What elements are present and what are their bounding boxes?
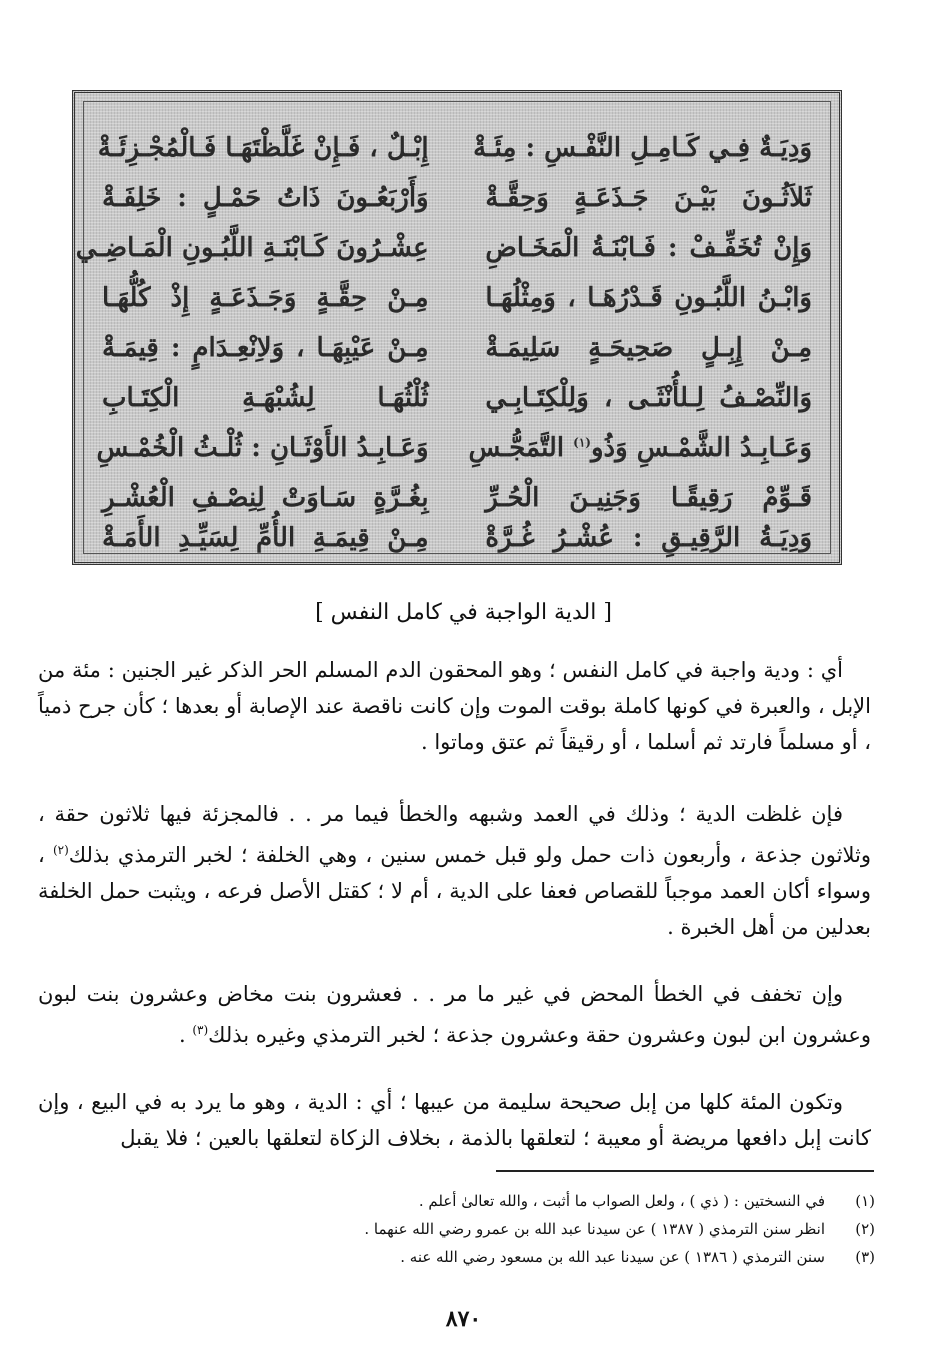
- poem-hemistich-second: وَعَـابِـدُ الأَوْثَـانِ : ثُلْـثُ الْخُمْـسِ: [96, 433, 429, 463]
- poem-verse: [102, 514, 812, 562]
- poem-verse: [102, 274, 812, 322]
- paragraph: [38, 652, 871, 760]
- poem-hemistich-first: وَابْـنُ اللَّبُـونِ قَـدْرُهَـا ، وَمِثْلُهَـا: [485, 283, 812, 313]
- poem-frame: [75, 101, 831, 554]
- footnote-ref[interactable]: (٣): [192, 1023, 209, 1037]
- paragraph-text: .: [178, 1023, 186, 1047]
- poem-hemistich-first: ثَلاَثُـونَ بَيْـنَ جَـذَعَـةٍ وَحِقَّـةْ: [485, 183, 812, 213]
- poem-box: [72, 90, 842, 565]
- paragraph: [38, 1084, 871, 1156]
- paragraph-text: فإن غلظت الدية ؛ وذلك في العمد وشبهه والخطأ فيما مر . . فالمجزئة فيها ثلاثون حقة ، وثلاثون جذعة ، وأربعون ذات حمل ولو قبل خمس سنين ، وهي الخلفة ؛ لخبر الترمذي بذلك: [38, 802, 871, 867]
- poem-hemistich-first: وَإِنْ تُخَفِّـفْ : فَـابْنَـةُ الْمَخَـاضِ: [485, 233, 812, 263]
- poem-hemistich-second: إِبْـلٌ ، فَـإِنْ غَلَّظْتَهَـا فَـالْمُجْـزِئَـةْ: [97, 133, 429, 163]
- footnote-ref[interactable]: (٢): [52, 843, 69, 857]
- poem-hemistich-first: وَالنِّصْـفُ لِـلأُنْثَـى ، وَلِلْكِتَـابِـي: [485, 383, 812, 413]
- poem-verse: [102, 374, 812, 422]
- poem-verse: [102, 174, 812, 222]
- footnote-divider: [496, 1170, 874, 1172]
- footnote-ref[interactable]: (١): [573, 435, 591, 450]
- footnote-text: في النسختين : ( ذي ) ، ولعل الصواب ما أثبت ، والله تعالىٰ أعلم .: [418, 1192, 825, 1210]
- poem-verse: [97, 124, 812, 172]
- poem-hemistich-first: وَدِيَـةُ الرَّقِيـقِ : عُشْـرُ غُـرَّةْ: [485, 523, 812, 553]
- footnote-text: انظر سنن الترمذي ( ١٣٨٧ ) عن سيدنا عبد الله بن عمرو رضي الله عنهما .: [364, 1220, 825, 1238]
- paragraph-text: ، وسواء أكان العمد موجباً للقصاص فعفا على الدية ، أم لا ؛ كقتل الأصل فرعه ، ويثبت حمل الخلفة بعدلين من أهل الخبرة .: [38, 843, 871, 939]
- poem-hemistich-first: وَدِيَـةٌ فِـي كَـامِـلِ النَّفْـسِ : مِئَـةْ: [473, 133, 812, 163]
- poem-hemistich-second: مِـنْ قِيمَـةِ الأُمِّ لِسَيِّـدِ الأَمَـةْ: [102, 523, 429, 553]
- paragraph-text: وتكون المئة كلها من إبل صحيحة سليمة من عيبها ؛ أي : الدية ، وهو ما يرد به في البيع ، وإن كانت إبل دافعها مريضة أو معيبة ؛ لتعلقها بالذمة ، بخلاف الزكاة لتعلقها بالعين ؛ فلا يقبل: [38, 1090, 871, 1150]
- poem-hemistich-first: وَعَـابِـدُ الشَّمْـسِ وَذُو$^{(١)}$ التَّمَجُّـسِ: [468, 433, 812, 463]
- footnote-number: (٢): [855, 1220, 875, 1238]
- paragraph: [38, 796, 871, 945]
- footnote: [40, 1187, 875, 1215]
- poem-verse: [102, 324, 812, 372]
- section-heading: [ الدية الواجبة في كامل النفس ]: [315, 600, 612, 625]
- poem-verse: [75, 224, 812, 272]
- paragraph-text: أي : ودية واجبة في كامل النفس ؛ وهو المحقون الدم المسلم الحر الذكر غير الجنين : مئة من الإبل ، والعبرة في كونها كاملة بوقت الموت وإن كانت ناقصة عند الإصابة أو بعدها ؛ كأن جرح ذمياً ، أو مسلماً فارتد ثم أسلما ، أو رقيقاً ثم عتق وماتوا .: [38, 658, 871, 754]
- page-number: ٨٧٠: [445, 1306, 482, 1332]
- poem-hemistich-second: ثُلْثُهَـا لِشُبْهَـةِ الْكِتَـابِ: [102, 383, 429, 413]
- poem-hemistich-first: قَـوِّمْ رَقِيقًـا وَجَنِيـنَ الْحُـرِّ: [485, 483, 812, 513]
- footnote: [40, 1215, 875, 1243]
- paragraph: [38, 976, 871, 1053]
- footnotes: [40, 1187, 875, 1271]
- footnote: [40, 1243, 875, 1271]
- poem-hemistich-second: بِغُـرَّةٍ سَـاوَتْ لِنِصْـفِ الْعُشْـرِ: [102, 483, 429, 513]
- poem-verse: [96, 424, 812, 472]
- poem-hemistich-first: مِـنْ إِبِـلٍ صَحِيحَـةٍ سَلِيمَـةْ: [485, 333, 812, 363]
- paragraph-text: وإن تخفف في الخطأ المحض في غير ما مر . . فعشرون بنت مخاض وعشرون بنت لبون وعشرون ابن لبون وعشرون حقة وعشرون جذعة ؛ لخبر الترمذي وغيره بذلك: [38, 982, 871, 1047]
- poem-hemistich-second: وَأَرْبَعُـونَ ذَاتُ حَمْـلٍ : خَلِفَـةْ: [102, 183, 429, 213]
- poem-hemistich-second: مِـنْ حِقَّـةٍ وَجَـذَعَـةٍ إِذْ كُلُّهَـا: [102, 283, 429, 313]
- poem-hemistich-second: عِشْـرُونَ كَـابْنَـةِ اللَّبُـونِ الْمَـاضِـي: [75, 233, 429, 263]
- footnote-number: (٣): [855, 1248, 875, 1266]
- footnote-text: سنن الترمذي ( ١٣٨٦ ) عن سيدنا عبد الله بن مسعود رضي الله عنه .: [400, 1248, 825, 1266]
- poem-hemistich-second: مِـنْ عَيْبِهَـا ، وَلاِنْعِـدَامٍ : قِيمَـةْ: [102, 333, 429, 363]
- footnote-number: (١): [855, 1192, 875, 1210]
